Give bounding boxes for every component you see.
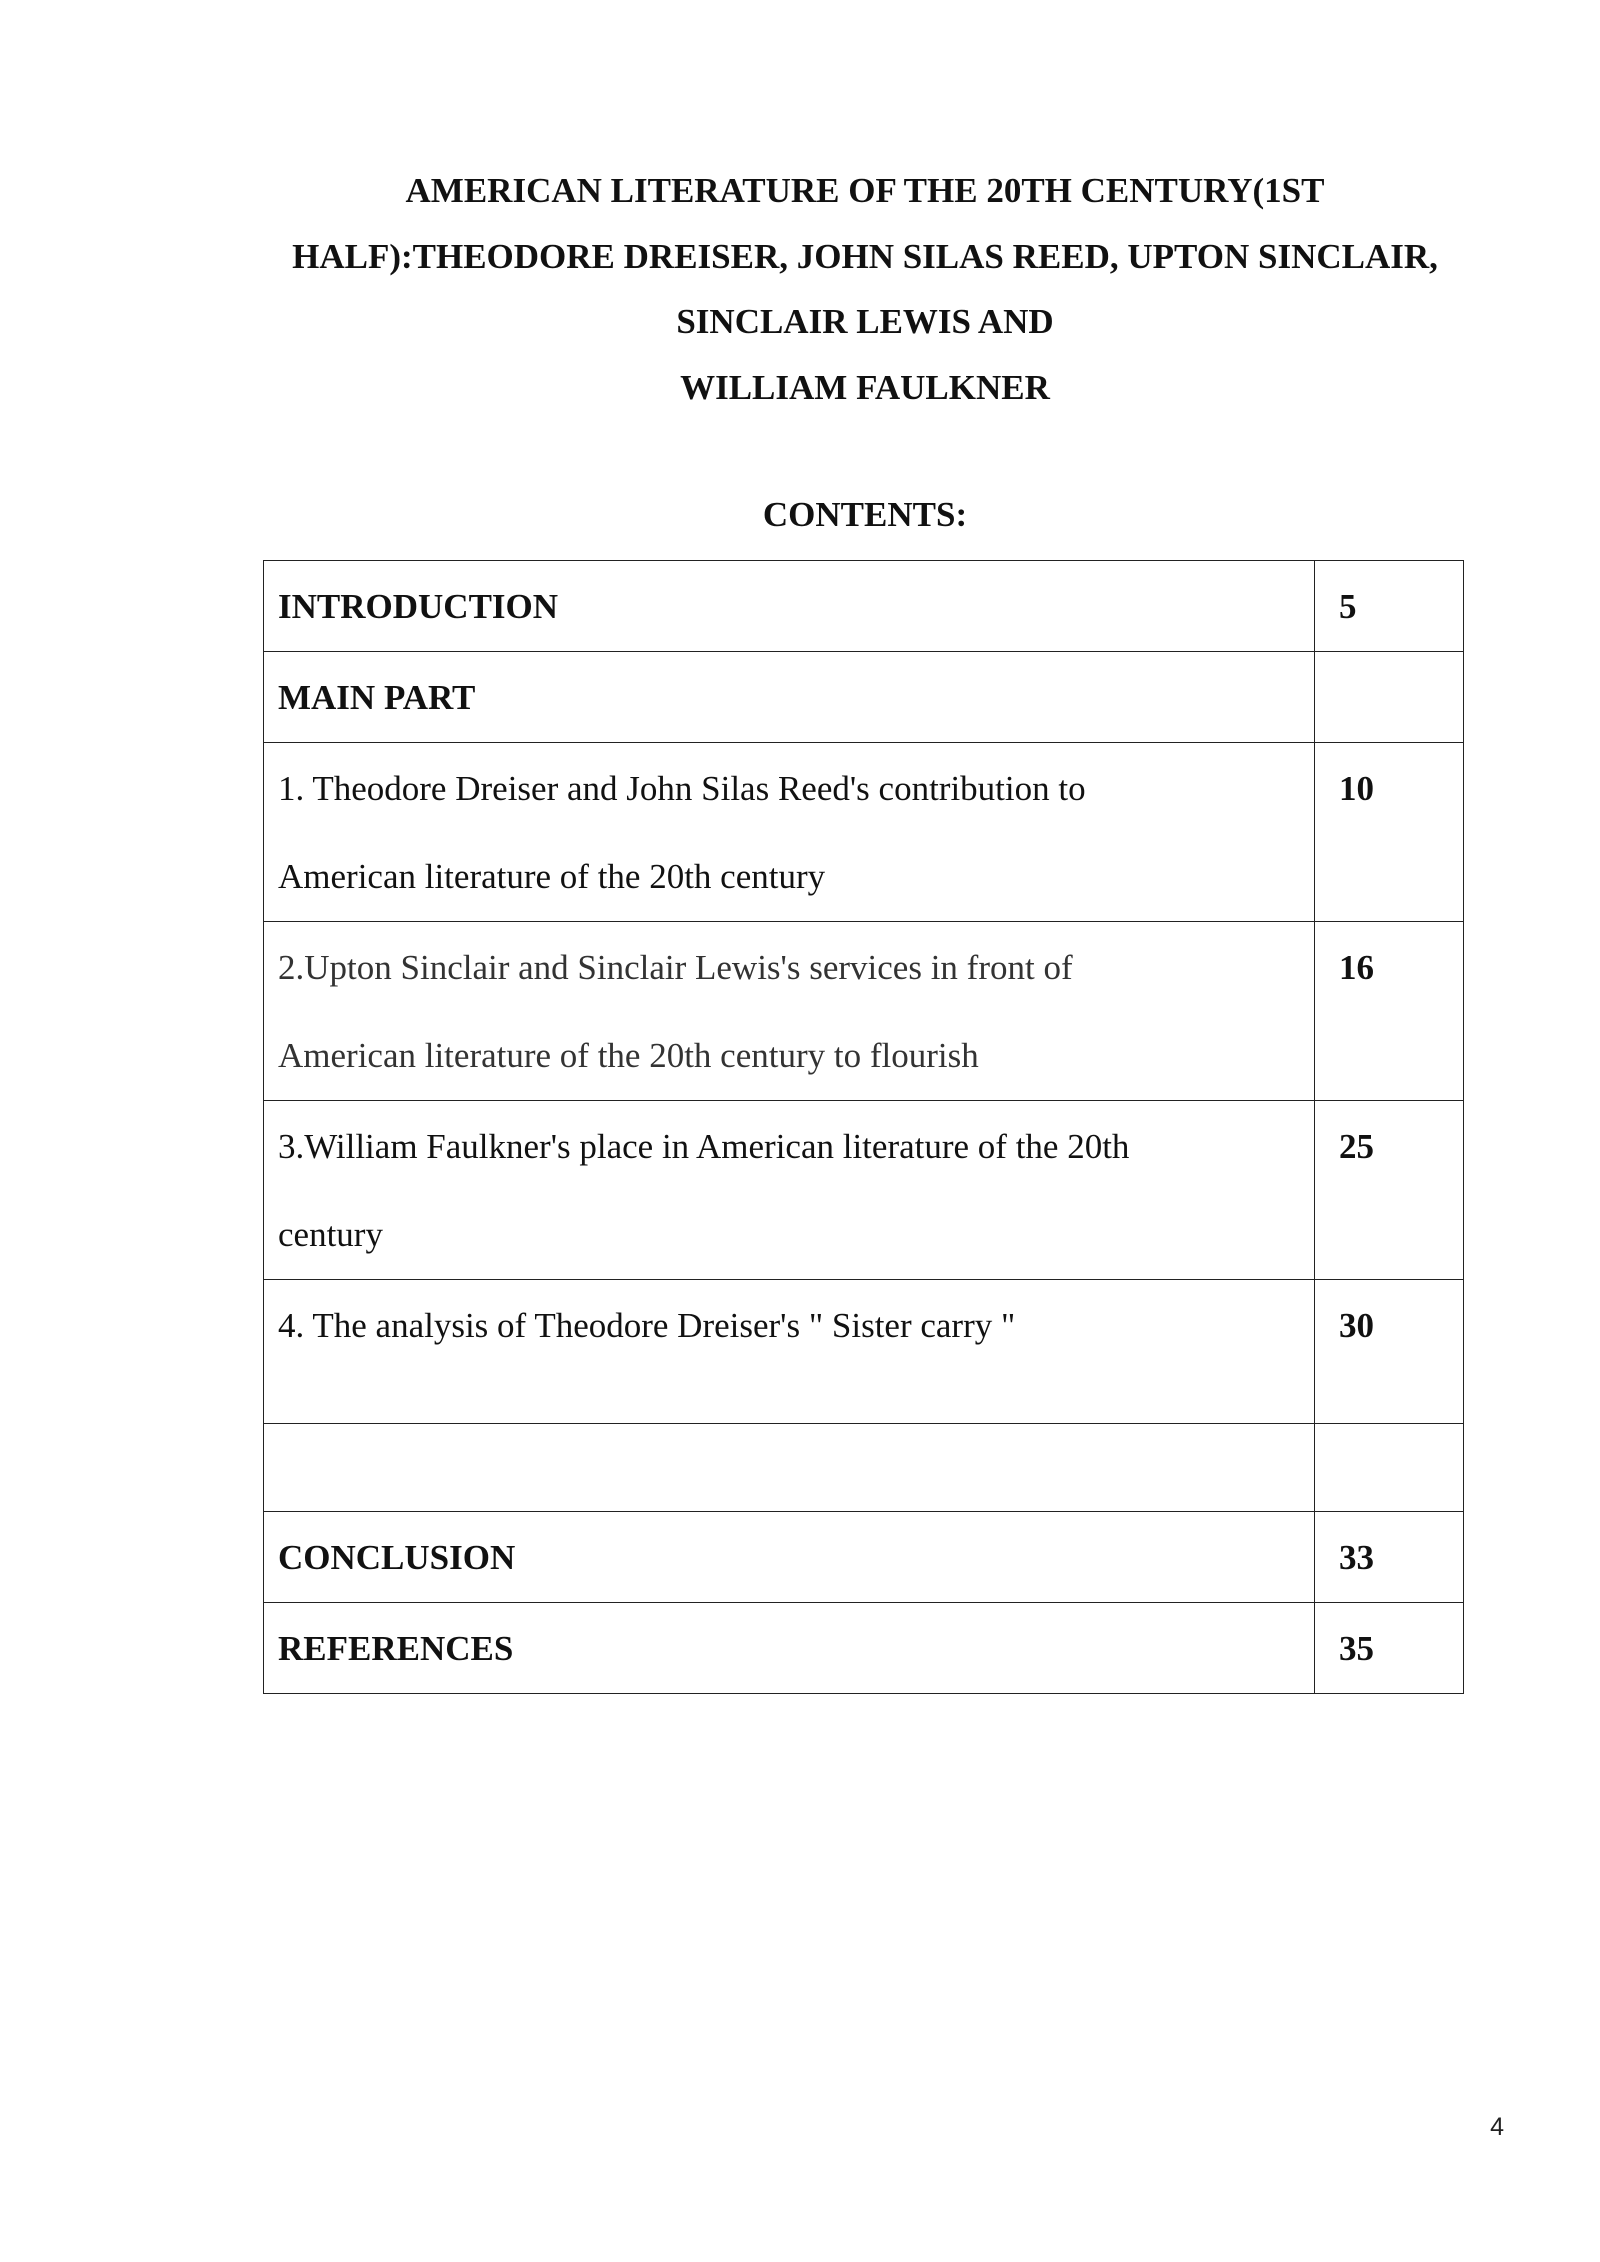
toc-entry-page: 33 [1315, 1512, 1464, 1603]
toc-entry-title: INTRODUCTION [264, 561, 1315, 652]
toc-entry-page: 25 [1315, 1101, 1464, 1280]
toc-entry-page: 16 [1315, 922, 1464, 1101]
toc-entry-title: MAIN PART [264, 652, 1315, 743]
title-line-3: SINCLAIR LEWIS AND [676, 302, 1054, 341]
page-number: 4 [1490, 2113, 1504, 2141]
toc-entry-page: 10 [1315, 743, 1464, 922]
toc-entry-title: 1. Theodore Dreiser and John Silas Reed's contribution to American literature of the 20th century [264, 743, 1315, 922]
contents-heading: CONTENTS: [762, 495, 968, 534]
title-line-2: HALF):THEODORE DREISER, JOHN SILAS REED, UPTON SINCLAIR, [292, 236, 1438, 276]
toc-entry-page: 30 [1315, 1280, 1464, 1424]
document-title [200, 158, 1530, 420]
table-of-contents [263, 560, 1464, 1694]
title-line-1: AMERICAN LITERATURE OF THE 20TH CENTURY(1ST [405, 171, 1325, 210]
toc-entry-title: 3.William Faulkner's place in American literature of the 20th century [264, 1101, 1315, 1280]
toc-entry-title: 2.Upton Sinclair and Sinclair Lewis's services in front of American literature of the 20th century to flourish [264, 922, 1315, 1101]
toc-entry-title: 4. The analysis of Theodore Dreiser's " Sister carry " [264, 1280, 1315, 1424]
toc-entry-title: CONCLUSION [264, 1512, 1315, 1603]
toc-entry-page: 5 [1315, 561, 1464, 652]
toc-row-references [264, 1603, 1464, 1694]
toc-entry-page: 35 [1315, 1603, 1464, 1694]
toc-entry-title: REFERENCES [264, 1603, 1315, 1694]
title-line-4: WILLIAM FAULKNER [680, 367, 1050, 407]
